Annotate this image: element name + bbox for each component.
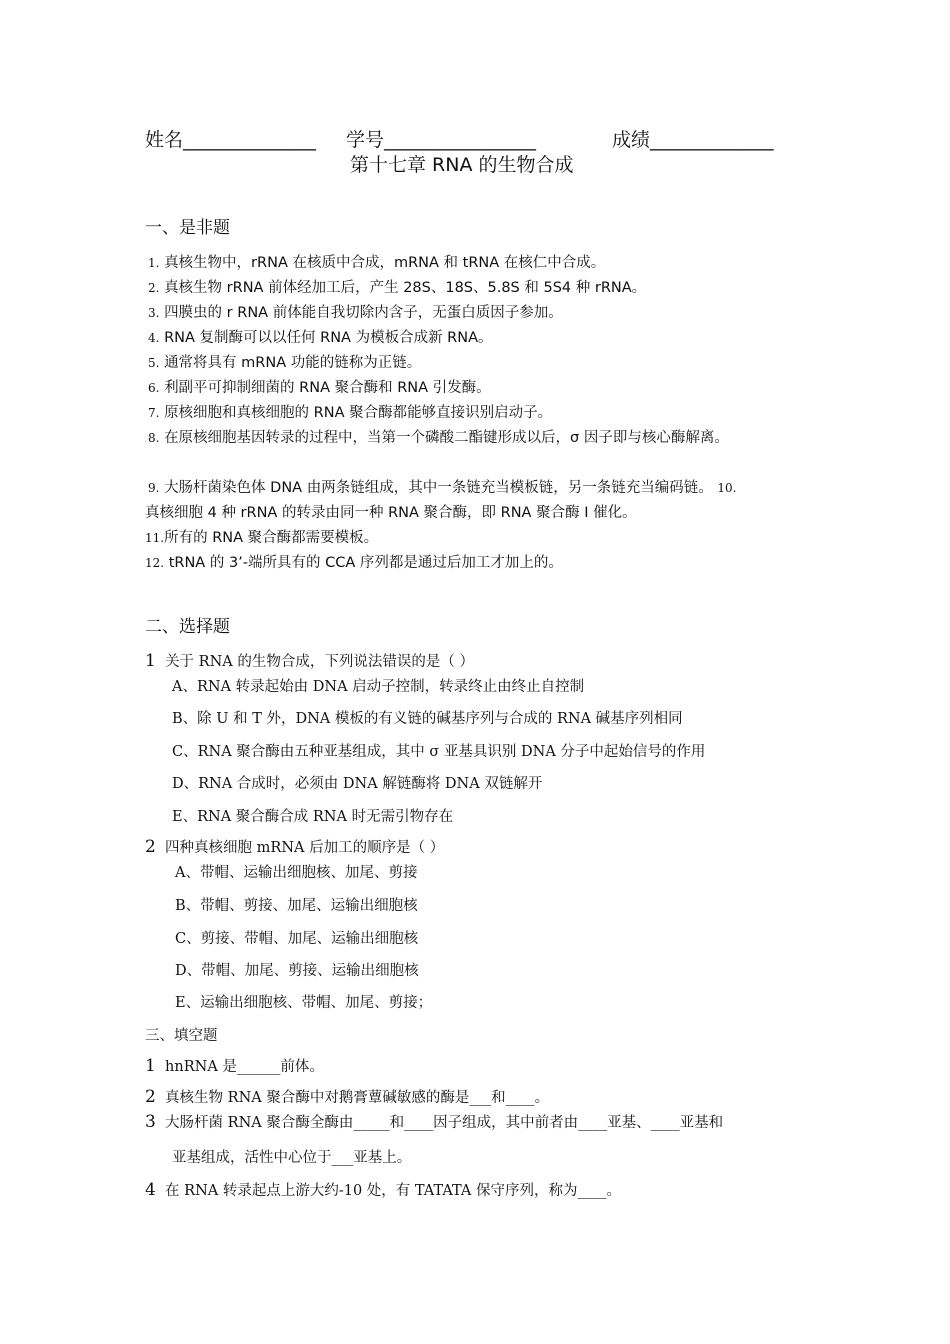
mc-q1-option-b[interactable]: B、除 U 和 T 外，DNA 模板的有义链的碱基序列与合成的 RNA 碱基序列相同 xyxy=(172,711,683,727)
fill-question-4: 4 在 RNA 转录起点上游大约-10 处，有 TATATA 保守序列，称为____。 xyxy=(145,1180,621,1200)
fill-question-1: 1 hnRNA 是______前体。 xyxy=(145,1056,324,1076)
mc-q1-option-e[interactable]: E、RNA 聚合酶合成 RNA 时无需引物存在 xyxy=(172,809,454,825)
mc-q2-option-c[interactable]: C、剪接、带帽、加尾、运输出细胞核 xyxy=(175,931,419,947)
fill-question-3-continued: 亚基组成，活性中心位于___亚基上。 xyxy=(172,1150,412,1166)
student-id-field[interactable]: 学号________________ xyxy=(346,129,537,151)
name-field[interactable]: 姓名______________ xyxy=(145,129,317,151)
tf-item-10: 真核细胞 4 种 rRNA 的转录由同一种 RNA 聚合酶，即 RNA 聚合酶 I 催化。 xyxy=(145,505,637,521)
mc-q1-option-a[interactable]: A、RNA 转录起始由 DNA 启动子控制，转录终止由终止自控制 xyxy=(172,679,585,695)
tf-item-11: 11.所有的 RNA 聚合酶都需要模板。 xyxy=(145,530,379,546)
fill-question-3: 3 大肠杆菌 RNA 聚合酶全酶由_____和____因子组成，其中前者由____亚基、____亚基和 xyxy=(145,1112,724,1132)
mc-q2-option-b[interactable]: B、带帽、剪接、加尾、运输出细胞核 xyxy=(175,898,418,914)
tf-item-6: 6. 利副平可抑制细菌的 RNA 聚合酶和 RNA 引发酶。 xyxy=(148,380,491,396)
tf-item-9: 9. 大肠杆菌染色体 DNA 由两条链组成，其中一条链充当模板链，另一条链充当编码链。 10. xyxy=(148,480,737,496)
section1-heading: 一、是非题 xyxy=(145,218,230,238)
mc-q2-option-a[interactable]: A、带帽、运输出细胞核、加尾、剪接 xyxy=(175,865,418,881)
tf-item-3: 3. 四膜虫的 r RNA 前体能自我切除内含子，无蛋白质因子参加。 xyxy=(148,305,563,321)
mc-q2-option-e[interactable]: E、运输出细胞核、带帽、加尾、剪接； xyxy=(175,995,433,1011)
mc-question-1: 1 关于 RNA 的生物合成，下列说法错误的是（ ） xyxy=(145,651,474,671)
mc-question-2: 2 四种真核细胞 mRNA 后加工的顺序是（ ） xyxy=(145,837,445,857)
tf-item-12: 12. tRNA 的 3’-端所具有的 CCA 序列都是通过后加工才加上的。 xyxy=(145,555,563,571)
tf-item-7: 7. 原核细胞和真核细胞的 RNA 聚合酶都能够直接识别启动子。 xyxy=(148,405,553,421)
chapter-title: 第十七章 RNA 的生物合成 xyxy=(350,154,574,176)
mc-q1-option-c[interactable]: C、RNA 聚合酶由五种亚基组成，其中 σ 亚基具识别 DNA 分子中起始信号的作用 xyxy=(172,744,706,760)
fill-question-2: 2 真核生物 RNA 聚合酶中对鹅膏蕈碱敏感的酶是___和____。 xyxy=(145,1087,550,1107)
tf-item-1: 1. 真核生物中，rRNA 在核质中合成，mRNA 和 tRNA 在核仁中合成。 xyxy=(148,255,606,271)
tf-item-5: 5. 通常将具有 mRNA 功能的链称为正链。 xyxy=(148,355,422,371)
score-field[interactable]: 成绩_____________ xyxy=(612,129,774,151)
mc-q2-option-d[interactable]: D、带帽、加尾、剪接、运输出细胞核 xyxy=(175,963,419,979)
tf-item-8: 8. 在原核细胞基因转录的过程中，当第一个磷酸二酯键形成以后，σ 因子即与核心酶解离。 xyxy=(148,430,729,446)
tf-item-2: 2. 真核生物 rRNA 前体经加工后，产生 28S、18S、5.8S 和 5S4 种 rRNA。 xyxy=(148,280,647,296)
mc-q1-option-d[interactable]: D、RNA 合成时，必须由 DNA 解链酶将 DNA 双链解开 xyxy=(172,776,543,792)
section2-heading: 二、选择题 xyxy=(145,617,230,637)
tf-item-4: 4. RNA 复制酶可以以任何 RNA 为模板合成新 RNA。 xyxy=(148,330,493,346)
section3-heading: 三、填空题 xyxy=(145,1028,218,1044)
